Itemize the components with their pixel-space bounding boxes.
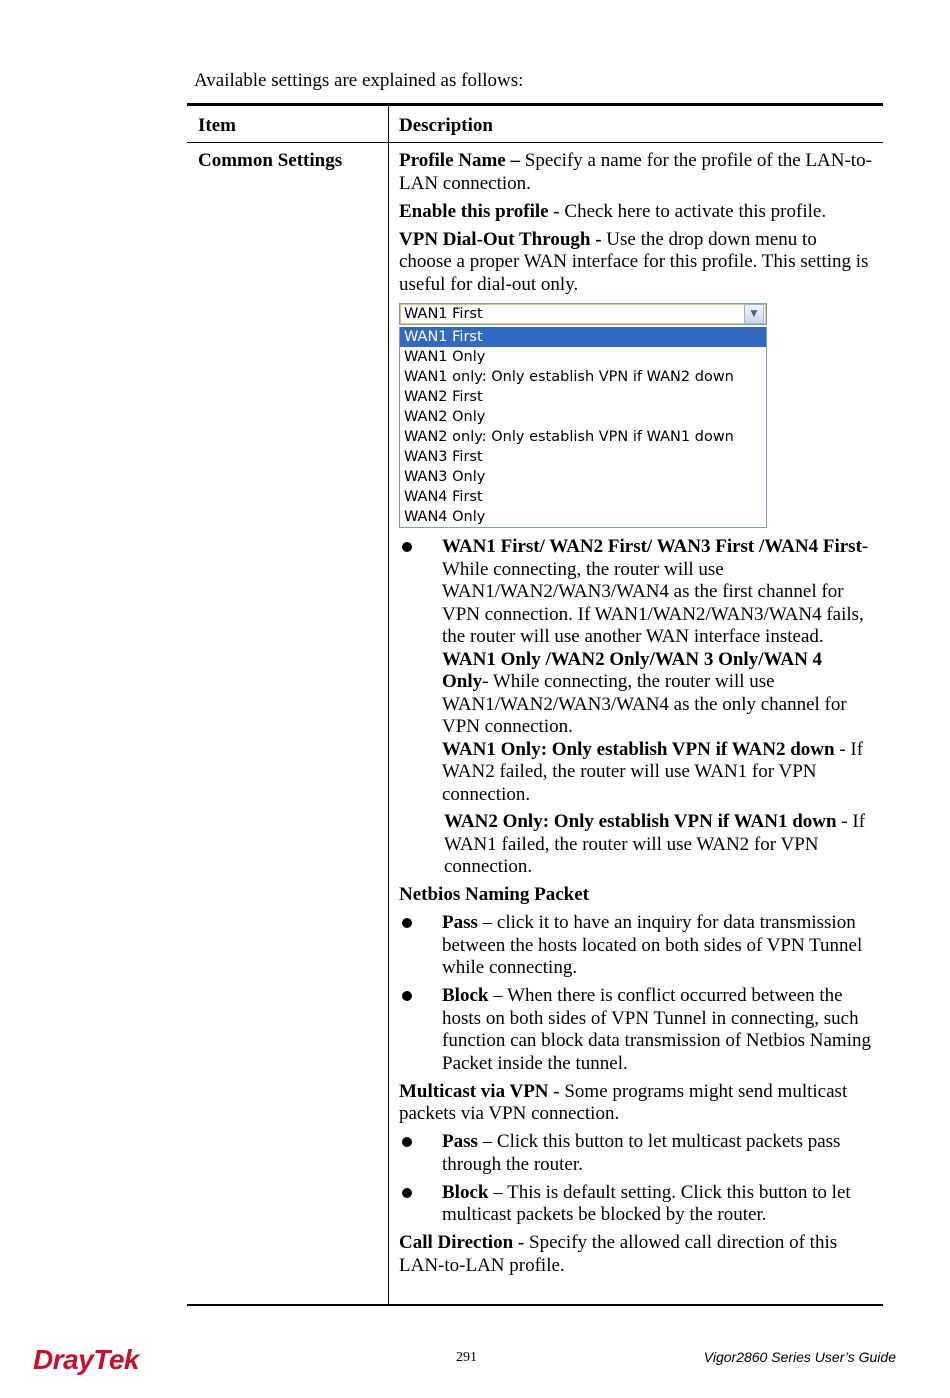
wan-dropdown-value: WAN1 First: [404, 306, 483, 322]
dropdown-option[interactable]: WAN2 Only: [404, 409, 486, 425]
vpn-dialout-desc: VPN Dial-Out Through - Use the drop down menu to choose a proper WAN interface for this profile. This setting is useful for dial-out only.: [399, 228, 869, 295]
table-row: [187, 143, 883, 1304]
table-header: [187, 106, 883, 143]
bullet-netbios-pass: Pass – click it to have an inquiry for data transmission between the hosts located on both sides of VPN Tunnel while connecting.: [399, 912, 873, 980]
intro-text: Available settings are explained as follows:: [194, 70, 524, 91]
profile-name-desc: Profile Name – Specify a name for the profile of the LAN-to-LAN connection.: [399, 150, 872, 194]
bullet-icon: [399, 985, 442, 1075]
bullet-multicast-block: Block – This is default setting. Click this button to let multicast packets be blocked by the router.: [399, 1182, 873, 1227]
dropdown-option[interactable]: WAN2 First: [404, 389, 483, 405]
dropdown-option[interactable]: WAN1 Only: [404, 349, 486, 365]
dropdown-option[interactable]: WAN4 Only: [404, 509, 486, 525]
bullet-icon: [399, 536, 442, 649]
page-number: 291: [456, 1350, 477, 1365]
row-item-common-settings: Common Settings: [187, 143, 389, 1304]
bullet-icon: [399, 1131, 442, 1176]
bullet-multicast-pass: Pass – Click this button to let multicast packets pass through the router.: [399, 1131, 873, 1176]
wan-only-desc: WAN1 Only /WAN2 Only/WAN 3 Only/WAN 4 Only- While connecting, the router will use WAN1/WAN2/WAN3/WAN4 as the only channel for VPN connection.: [442, 648, 847, 737]
wan-dropdown-selected[interactable]: [399, 303, 767, 325]
bullet-icon: [399, 912, 442, 980]
bullet-icon: [399, 1182, 442, 1227]
draytek-logo: DrayTek: [33, 1344, 139, 1375]
multicast-desc: Multicast via VPN - Some programs might send multicast packets via VPN connection.: [399, 1080, 848, 1124]
header-item: Item: [187, 106, 389, 142]
guide-title: Vigor2860 Series User’s Guide: [703, 1349, 896, 1365]
wan-dropdown-list: [399, 327, 767, 528]
dropdown-option[interactable]: WAN2 only: Only establish VPN if WAN1 down: [404, 429, 734, 445]
wan-dropdown[interactable]: [399, 303, 767, 528]
dropdown-option[interactable]: WAN4 First: [404, 489, 483, 505]
row-description: [389, 143, 883, 1304]
enable-profile-desc: Enable this profile - Check here to activate this profile.: [399, 200, 827, 222]
call-direction-desc: Call Direction - Specify the allowed call direction of this LAN-to-LAN profile.: [399, 1232, 838, 1276]
netbios-title: Netbios Naming Packet: [399, 884, 589, 905]
dropdown-option[interactable]: WAN1 First: [400, 327, 766, 347]
chevron-down-icon[interactable]: ▼: [744, 304, 764, 324]
dropdown-option[interactable]: WAN3 First: [404, 449, 483, 465]
wan1-only-establish-desc: WAN1 Only: Only establish VPN if WAN2 down - If WAN2 failed, the router will use WAN1 for VPN connection.: [442, 738, 864, 805]
bullet-netbios-block: Block – When there is conflict occurred between the hosts on both sides of VPN Tunnel in connecting, such function can block data transmission of Netbios Naming Packet inside the tunnel.: [399, 985, 873, 1075]
bullet-wan-first: WAN1 First/ WAN2 First/ WAN3 First /WAN4 First- While connecting, the router will use WAN1/WAN2/WAN3/WAN4 as the first channel for VPN connection. If WAN1/WAN2/WAN3/WAN4 fails, the router will use another WAN interface instead.: [399, 536, 873, 649]
wan2-only-establish-desc: WAN2 Only: Only establish VPN if WAN1 down - If WAN1 failed, the router will use WAN2 for VPN connection.: [444, 811, 866, 877]
dropdown-option[interactable]: WAN3 Only: [404, 469, 486, 485]
dropdown-option[interactable]: WAN1 only: Only establish VPN if WAN2 down: [404, 369, 734, 385]
settings-table: [187, 103, 883, 1306]
header-description: Description: [399, 115, 493, 136]
